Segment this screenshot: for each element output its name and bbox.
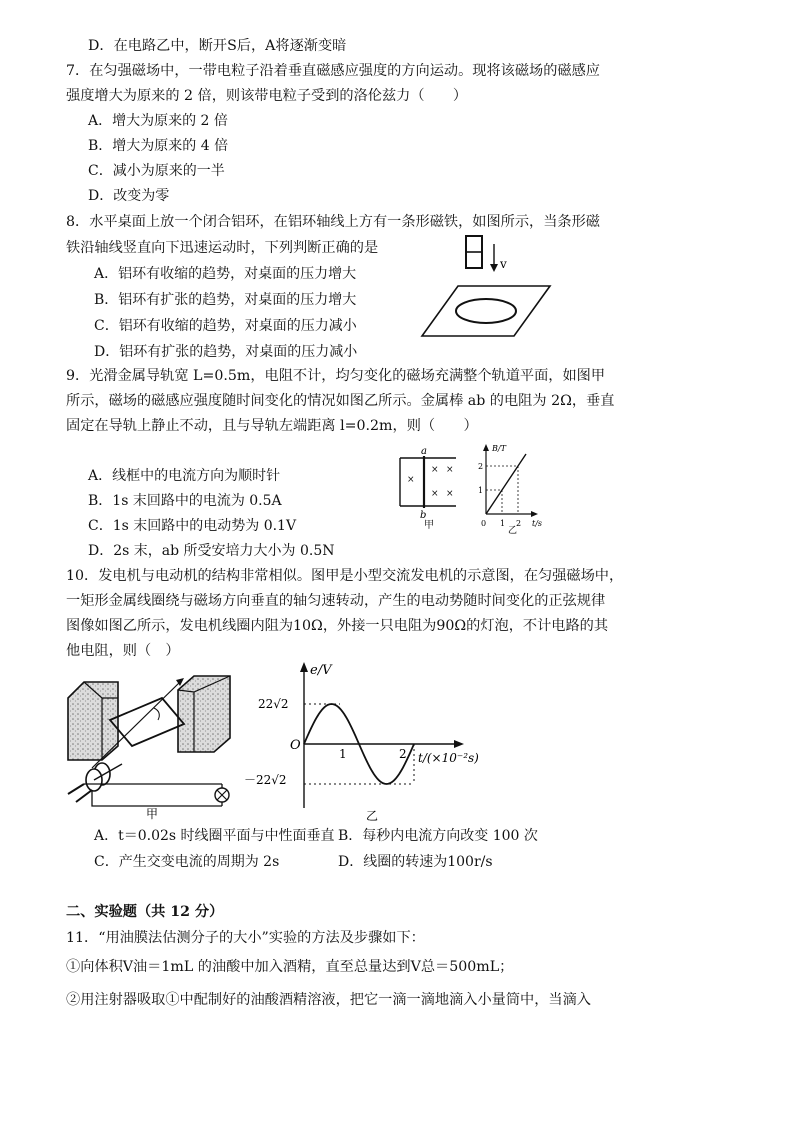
y-axis-label: e/V	[310, 663, 332, 678]
q10-figure-jia	[62, 668, 258, 820]
y-axis-arrow	[483, 444, 489, 451]
q6-option-d: D．在电路乙中，断开S后，A将逐渐变暗	[88, 38, 347, 54]
q10-stem-2: 一矩形金属线圈绕与磁场方向垂直的轴匀速转动，产生的电动势随时间变化的正弦规律	[66, 593, 606, 609]
x-tick-2: 2	[399, 747, 407, 761]
q10-option-d: D．线圈的转速为100r/s	[338, 854, 493, 870]
q11-step-2: ②用注射器吸取①中配制好的油酸酒精溶液，把它一滴一滴地滴入小量筒中，当滴入	[66, 992, 591, 1008]
q9-stem-1: 9．光滑金属导轨宽 L=0.5m，电阻不计，均匀变化的磁场充满整个轨道平面，如图甲	[66, 368, 606, 384]
svg-text:×: ×	[431, 489, 439, 499]
rotation-arrow	[154, 708, 159, 720]
x-axis-label: t/s	[532, 519, 543, 528]
q9-option-b: B．1s 末回路中的电流为 0.5A	[88, 493, 282, 509]
y-tick-2: 2	[478, 462, 484, 471]
q7-option-a: A．增大为原来的 2 倍	[88, 113, 228, 129]
q7-option-d: D．改变为零	[88, 188, 170, 204]
q10-option-a: A．t＝0.02s 时线圈平面与中性面垂直	[94, 828, 335, 844]
x-axis-arrow	[454, 740, 464, 748]
label-a: a	[421, 446, 427, 457]
svg-text:×: ×	[446, 465, 454, 475]
q7-option-c: C．减小为原来的一半	[88, 163, 225, 179]
q8-option-c: C．铝环有收缩的趋势，对桌面的压力减小	[94, 318, 357, 334]
q9-option-d: D．2s 末，ab 所受安培力大小为 0.5N	[88, 543, 335, 559]
x-axis-arrow	[531, 511, 538, 517]
q10-option-c: C．产生交变电流的周期为 2s	[94, 854, 280, 870]
caption-jia: 甲	[424, 520, 434, 531]
q8-figure	[414, 232, 554, 344]
x-tick-0: 0	[481, 519, 487, 528]
svg-text:×: ×	[446, 489, 454, 499]
q9-option-a: A．线框中的电流方向为顺时针	[88, 468, 281, 484]
y-tick-1: 1	[478, 486, 484, 495]
label-b: b	[420, 510, 427, 521]
q9-stem-3: 固定在导轨上静止不动，且与导轨左端距离 l=0.2m，则（ ）	[66, 418, 478, 434]
x-axis-label: t/(×10⁻²s)	[418, 751, 479, 765]
q11-step-1: ①向体积V油＝1mL 的油酸中加入酒精，直至总量达到V总＝500mL；	[66, 959, 514, 975]
section-2-heading: 二、实验题（共 12 分）	[66, 904, 224, 920]
y-axis-arrow	[300, 662, 308, 672]
q9-figure-yi	[472, 442, 548, 534]
arrow-head	[490, 264, 498, 272]
q9-option-c: C．1s 末回路中的电动势为 0.1V	[88, 518, 297, 534]
q7-stem-1: 7．在匀强磁场中，一带电粒子沿着垂直磁感应强度的方向运动。现将该磁场的磁感应	[66, 63, 600, 79]
svg-text:×: ×	[431, 465, 439, 475]
q7-option-b: B．增大为原来的 4 倍	[88, 138, 229, 154]
q10-figure-yi	[244, 660, 492, 823]
caption-yi: 乙	[508, 526, 518, 536]
field-crosses	[407, 465, 454, 499]
caption-jia: 甲	[146, 807, 159, 821]
x-tick-1: 1	[500, 519, 506, 528]
q7-stem-2: 强度增大为原来的 2 倍，则该带电粒子受到的洛伦兹力（ ）	[66, 88, 468, 104]
q8-option-a: A．铝环有收缩的趋势，对桌面的压力增大	[94, 266, 357, 282]
q10-stem-4: 他电阻，则（ ）	[66, 643, 180, 659]
y-axis-label: B/T	[492, 444, 506, 453]
origin-label: O	[290, 738, 301, 753]
q8-stem-1: 8．水平桌面上放一个闭合铝环，在铝环轴线上方有一条形磁铁，如图所示，当条形磁	[66, 214, 600, 230]
wire-bottom	[92, 790, 222, 806]
q8-option-d: D．铝环有扩张的趋势，对桌面的压力减小	[94, 344, 358, 360]
q9-stem-2: 所示，磁场的磁感应强度随时间变化的情况如图乙所示。金属棒 ab 的电阻为 2Ω，垂直	[66, 393, 615, 409]
y-peak-label: 22√2	[258, 697, 289, 711]
q9-figure-jia	[394, 446, 464, 531]
q10-stem-1: 10．发电机与电动机的结构非常相似。图甲是小型交流发电机的示意图，在匀强磁场中，	[66, 568, 624, 584]
q8-stem-2: 铁沿轴线竖直向下迅速运动时，下列判断正确的是	[66, 240, 379, 256]
svg-text:×: ×	[407, 475, 415, 485]
v-label: v	[500, 257, 507, 271]
q8-option-b: B．铝环有扩张的趋势，对桌面的压力增大	[94, 292, 357, 308]
q10-stem-3: 图像如图乙所示，发电机线圈内阻为10Ω，外接一只电阻为90Ω的灯泡，不计电路的其	[66, 618, 609, 634]
x-tick-1: 1	[339, 747, 347, 761]
b-line	[486, 454, 526, 514]
q11-stem-1: 11．“用油膜法估测分子的大小”实验的方法及步骤如下：	[66, 930, 425, 946]
aluminum-ring	[456, 299, 516, 323]
x-tick-2: 2	[516, 519, 522, 528]
table-plane	[422, 286, 550, 336]
caption-yi: 乙	[366, 809, 379, 823]
q10-option-b: B．每秒内电流方向改变 100 次	[338, 828, 538, 844]
y-trough-label: －22√2	[244, 773, 287, 787]
